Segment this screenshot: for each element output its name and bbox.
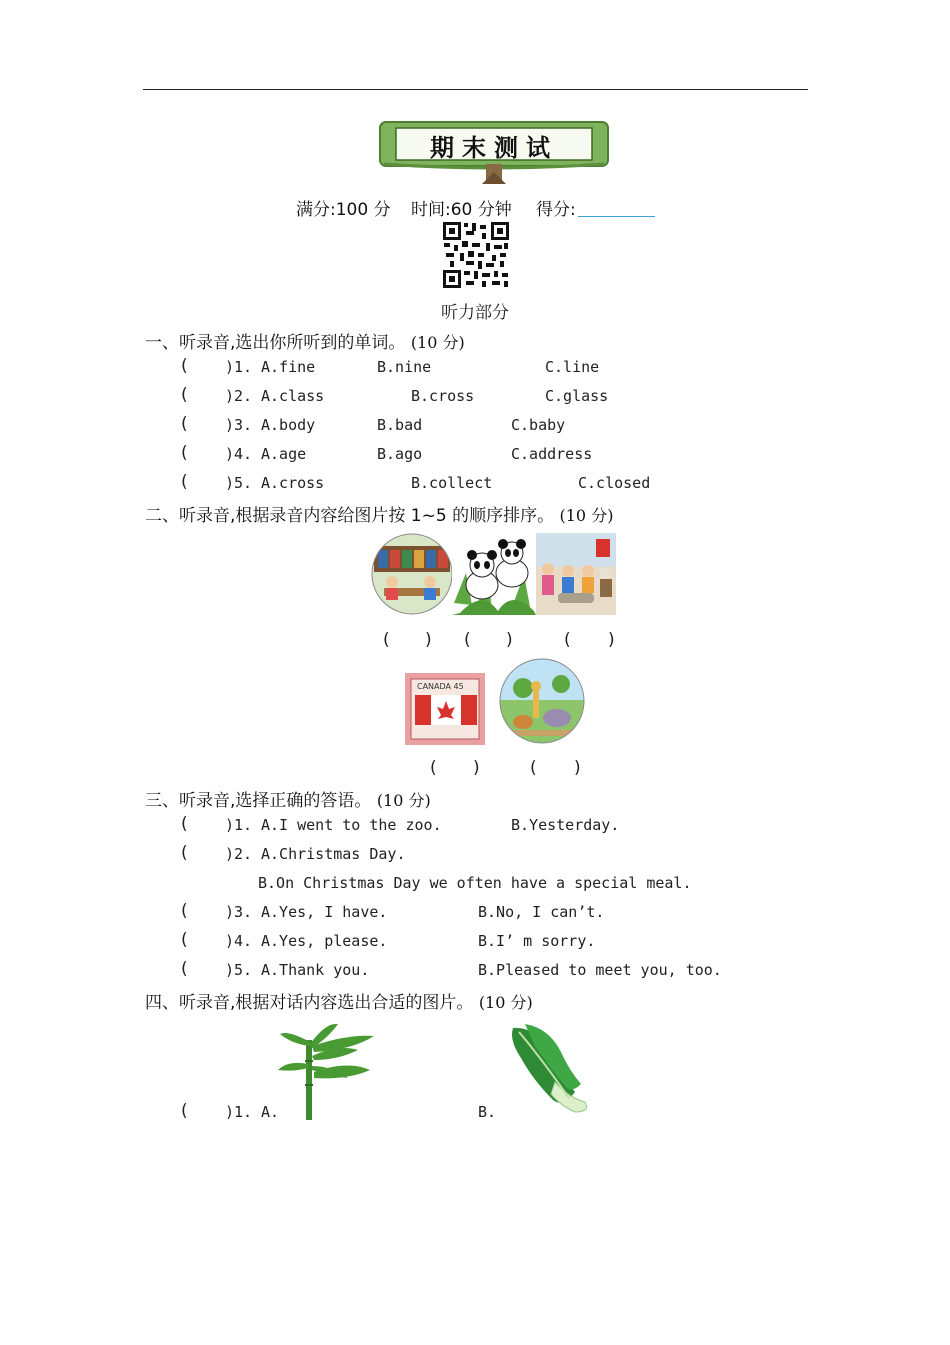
score-label: 得分:: [536, 200, 576, 220]
s2-paren-open[interactable]: (: [530, 758, 537, 778]
s2-paren-open[interactable]: (: [430, 758, 437, 778]
listening-section-heading: 听力部分: [441, 303, 509, 323]
s1-answer-paren[interactable]: (: [181, 414, 188, 434]
section-2-title: 二、听录音,根据录音内容给图片按 1~5 的顺序排序。: [145, 506, 555, 526]
s2-paren-close: ): [425, 630, 432, 650]
s3-option-b[interactable]: B.Yesterday.: [511, 816, 620, 834]
s1-option-b[interactable]: B.ago: [377, 445, 423, 463]
s2-paren-close: ): [473, 758, 480, 778]
s3-option-a[interactable]: A.Thank you.: [261, 961, 370, 979]
page-title: 期末测试: [430, 134, 558, 162]
s1-option-c[interactable]: C.address: [511, 445, 593, 463]
s3-answer-paren[interactable]: (: [181, 959, 188, 979]
zoo-picture: [499, 658, 585, 744]
s1-option-b[interactable]: B.nine: [377, 358, 432, 376]
s4-option-b[interactable]: B.: [478, 1103, 497, 1121]
family-picture: [536, 533, 616, 615]
s3-option-b[interactable]: B.Pleased to meet you, too.: [478, 961, 722, 979]
s4-paren-open[interactable]: (: [181, 1101, 188, 1121]
s3-answer-paren[interactable]: (: [181, 814, 188, 834]
s1-item-number: )4.: [225, 445, 253, 463]
library-picture: [370, 532, 454, 616]
s3-option-a[interactable]: A.I went to the zoo.: [261, 816, 442, 834]
full-score: 满分:100 分: [296, 200, 391, 220]
s1-option-b[interactable]: B.collect: [411, 474, 493, 492]
stamp-text: CANADA 45: [417, 682, 464, 691]
s1-option-b[interactable]: B.bad: [377, 416, 423, 434]
s1-option-a[interactable]: A.fine: [261, 358, 316, 376]
s3-option-b[interactable]: B.On Christmas Day we often have a special meal.: [258, 874, 692, 892]
s2-paren-close: ): [574, 758, 581, 778]
s1-answer-paren[interactable]: (: [181, 443, 188, 463]
section-4-title: 四、听录音,根据对话内容选出合适的图片。: [145, 993, 474, 1013]
bok-choy-picture: [505, 1022, 591, 1114]
section-4-heading: [145, 988, 533, 1013]
section-1-heading: [145, 328, 465, 353]
section-3-heading: [145, 786, 431, 811]
s3-option-a[interactable]: A.Yes, please.: [261, 932, 388, 950]
s3-option-a[interactable]: A.Christmas Day.: [261, 845, 406, 863]
s1-answer-paren[interactable]: (: [181, 385, 188, 405]
s3-option-a[interactable]: A.Yes, I have.: [261, 903, 388, 921]
top-rule: [143, 89, 808, 90]
s1-item-number: )3.: [225, 416, 253, 434]
s2-paren-open[interactable]: (: [383, 630, 390, 650]
section-4-points: (10 分): [478, 993, 533, 1012]
s3-answer-paren[interactable]: (: [181, 930, 188, 950]
s2-paren-close: ): [608, 630, 615, 650]
s1-answer-paren[interactable]: (: [181, 356, 188, 376]
s2-paren-close: ): [506, 630, 513, 650]
bamboo-picture: [278, 1020, 378, 1120]
time-limit: 时间:60 分钟: [411, 200, 512, 220]
score-input-line[interactable]: [578, 216, 655, 217]
s3-item-number: )5.: [225, 961, 253, 979]
section-2-heading: [145, 501, 613, 526]
s1-option-a[interactable]: A.class: [261, 387, 325, 405]
s1-option-c[interactable]: C.baby: [511, 416, 566, 434]
section-3-points: (10 分): [376, 791, 431, 810]
s1-item-number: )1.: [225, 358, 253, 376]
section-2-points: (10 分): [559, 506, 614, 525]
s1-option-c[interactable]: C.glass: [545, 387, 609, 405]
s3-answer-paren[interactable]: (: [181, 901, 188, 921]
s1-option-b[interactable]: B.cross: [411, 387, 475, 405]
section-3-title: 三、听录音,选择正确的答语。: [145, 791, 372, 811]
s1-item-number: )5.: [225, 474, 253, 492]
s3-item-number: )2.: [225, 845, 253, 863]
s1-item-number: )2.: [225, 387, 253, 405]
s3-item-number: )1.: [225, 816, 253, 834]
s1-option-a[interactable]: A.body: [261, 416, 316, 434]
s3-option-b[interactable]: B.I’ m sorry.: [478, 932, 596, 950]
s4-option-a[interactable]: A.: [261, 1103, 280, 1121]
qr-code-icon: [442, 221, 510, 289]
panda-picture: [452, 533, 536, 615]
s1-option-a[interactable]: A.age: [261, 445, 307, 463]
s3-option-b[interactable]: B.No, I can’t.: [478, 903, 605, 921]
s2-paren-open[interactable]: (: [464, 630, 471, 650]
section-1-points: (10 分): [410, 333, 465, 352]
s1-answer-paren[interactable]: (: [181, 472, 188, 492]
s1-option-a[interactable]: A.cross: [261, 474, 325, 492]
s1-option-c[interactable]: C.line: [545, 358, 600, 376]
s1-option-c[interactable]: C.closed: [578, 474, 651, 492]
s3-answer-paren[interactable]: (: [181, 843, 188, 863]
stamp-picture: [405, 673, 485, 745]
s3-item-number: )3.: [225, 903, 253, 921]
s3-item-number: )4.: [225, 932, 253, 950]
section-1-title: 一、听录音,选出你所听到的单词。: [145, 333, 406, 353]
s4-item-number: )1.: [225, 1103, 253, 1121]
s2-paren-open[interactable]: (: [564, 630, 571, 650]
